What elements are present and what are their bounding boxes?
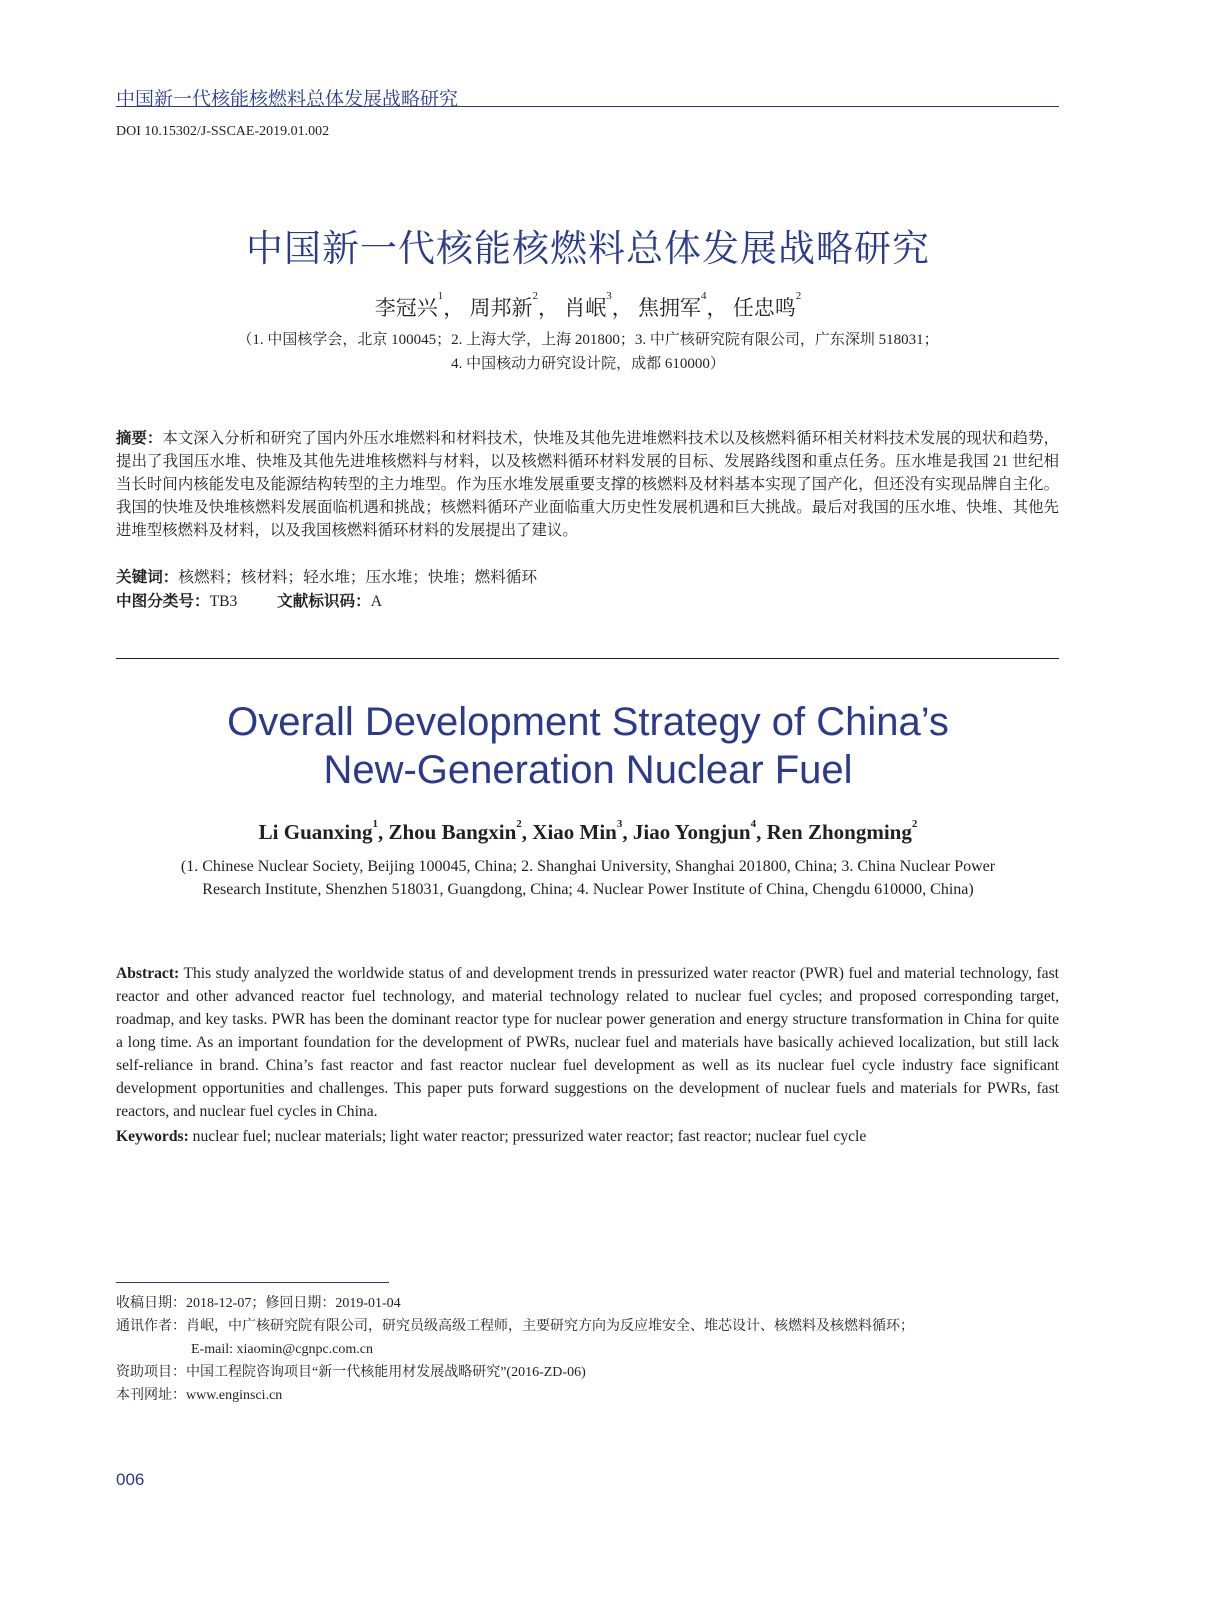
keywords-text: nuclear fuel; nuclear materials; light water reactor; pressurized water reactor; fast reactor; nuclear fuel cycle: [192, 1128, 867, 1145]
keywords-text: 核燃料；核材料；轻水堆；压水堆；快堆；燃料循环: [178, 569, 538, 586]
english-affiliations-line2: Research Institute, Shenzhen 518031, Guangdong, China; 4. Nuclear Power Institute of China, Chengdu 610000, China): [202, 881, 974, 898]
received-dates: 收稿日期：2018-12-07；修回日期：2019-01-04: [116, 1296, 401, 1311]
author-sup: 2: [516, 818, 522, 830]
author: Jiao Yongjun: [632, 820, 751, 844]
corresponding-author: [116, 1315, 914, 1338]
english-keywords: [116, 1125, 1059, 1148]
email: E-mail: xiaomin@cgnpc.com.cn: [191, 1342, 374, 1357]
abstract-label: 摘要：: [116, 430, 163, 447]
chinese-keywords: [116, 566, 1059, 589]
author-sup: 3: [616, 818, 623, 830]
keywords-label: Keywords:: [116, 1128, 189, 1145]
author: Xiao Min: [532, 820, 617, 844]
author: Li Guanxing: [258, 820, 373, 844]
english-authors: Li Guanxing$^1$, Zhou Bangxin$^2$, Xiao Min$^3$, Jiao Yongjun$^4$, Ren Zhongming$^2$: [258, 818, 918, 844]
english-title-line1: Overall Development Strategy of China’s: [227, 700, 949, 744]
chinese-affiliations-line2: 4. 中国核动力研究设计院，成都 610000）: [451, 356, 725, 372]
section-divider: [116, 658, 1059, 659]
author: 周邦新: [469, 296, 533, 320]
abstract-label: Abstract:: [116, 965, 180, 982]
author: 焦拥军: [638, 296, 701, 320]
english-title: [0, 698, 1176, 794]
footnote-rule: [116, 1282, 389, 1283]
author-sup: 4: [750, 818, 757, 830]
author: Ren Zhongming: [766, 820, 912, 844]
chinese-authors: 李冠兴$^1$， 周邦新$^2$， 肖岷$^3$， 焦拥军$^4$， 任忠鸣$^2$: [374, 290, 802, 320]
author-sup: 2: [532, 290, 538, 302]
clc-value: TB3: [209, 593, 238, 610]
funding: 资助项目：中国工程院咨询项目“新一代核能用材发展战略研究”(2016-ZD-06): [116, 1365, 586, 1380]
corresponding-label: 通讯作者：: [116, 1319, 186, 1334]
chinese-affiliations-line1: （1. 中国核学会，北京 100045；2. 上海大学，上海 201800；3. 中广核研究院有限公司，广东深圳 518031；: [237, 332, 939, 348]
chinese-title: 中国新一代核能核燃料总体发展战略研究: [246, 227, 930, 270]
author-sup: 2: [911, 818, 918, 830]
running-head-title: 中国新一代核能核燃料总体发展战略研究: [116, 88, 459, 110]
chinese-abstract: [116, 427, 1059, 542]
page-number: 006: [116, 1470, 145, 1489]
english-affiliations-line1: (1. Chinese Nuclear Society, Beijing 100045, China; 2. Shanghai University, Shanghai 201800, China; 3. China Nuclear Power: [180, 858, 996, 875]
author: 任忠鸣: [732, 296, 796, 320]
author: Zhou Bangxin: [388, 820, 517, 844]
website: 本刊网址：www.enginsci.cn: [116, 1388, 283, 1403]
keywords-label: 关键词：: [116, 569, 179, 586]
doc-code-label: 文献标识码：: [277, 593, 371, 610]
author-sup: 1: [372, 818, 378, 830]
author-sup: 3: [606, 290, 612, 302]
author-sup: 4: [701, 290, 707, 302]
author: 李冠兴: [374, 296, 438, 320]
author-sup: 1: [437, 290, 444, 302]
author: 肖岷: [564, 296, 607, 320]
author-sup: 2: [795, 290, 802, 302]
classification: [116, 590, 1059, 613]
abstract-text: 本文深入分析和研究了国内外压水堆燃料和材料技术，快堆及其他先进堆燃料技术以及核燃料循环相关材料技术发展的现状和趋势，提出了我国压水堆、快堆及其他先进堆核燃料与材料，以及核燃料循环材料发展的目标、发展路线图和重点任务。压水堆是我国 21 世纪相当长时间内核能发电及能源结构转型的主力堆型。作为压水堆发展重要支撑的核燃料及材料基本实现了国产化，但还没有实现品牌自主化。我国的快堆及快堆核燃料发展面临机遇和挑战；核燃料循环产业面临重大历史性发展机遇和巨大挑战。最后对我国的压水堆、快堆、其他先进堆型核燃料及材料，以及我国核燃料循环材料的发展提出了建议。: [116, 430, 1059, 539]
corresponding-text: 肖岷，中广核研究院有限公司，研究员级高级工程师，主要研究方向为反应堆安全、堆芯设计、核燃料及核燃料循环；: [186, 1319, 914, 1334]
abstract-text: This study analyzed the worldwide status of and development trends in pressurized water reactor (PWR) fuel and material technology, fast reactor and other advanced reactor fuel technology, and material technology related to nuclear fuel cycles; and proposed corresponding target, roadmap, and key tasks. PWR has been the dominant reactor type for nuclear power generation and energy structure transformation in China for quite a long time. As an important foundation for the development of PWRs, nuclear fuel and materials have basically achieved localization, but still lack self-reliance in brand. China’s fast reactor and fast reactor nuclear fuel development as well as its nuclear fuel cycle industry face significant development opportunities and challenges. This paper puts forward suggestions on the development of nuclear fuels and materials for PWRs, fast reactors, and nuclear fuel cycles in China.: [116, 965, 1059, 1120]
doi: DOI 10.15302/J-SSCAE-2019.01.002: [116, 124, 330, 139]
doc-code-value: A: [370, 593, 382, 610]
english-title-line2: New-Generation Nuclear Fuel: [323, 748, 853, 792]
header-rule: [116, 106, 1059, 107]
english-abstract: [116, 962, 1059, 1123]
clc-label: 中图分类号：: [116, 593, 210, 610]
